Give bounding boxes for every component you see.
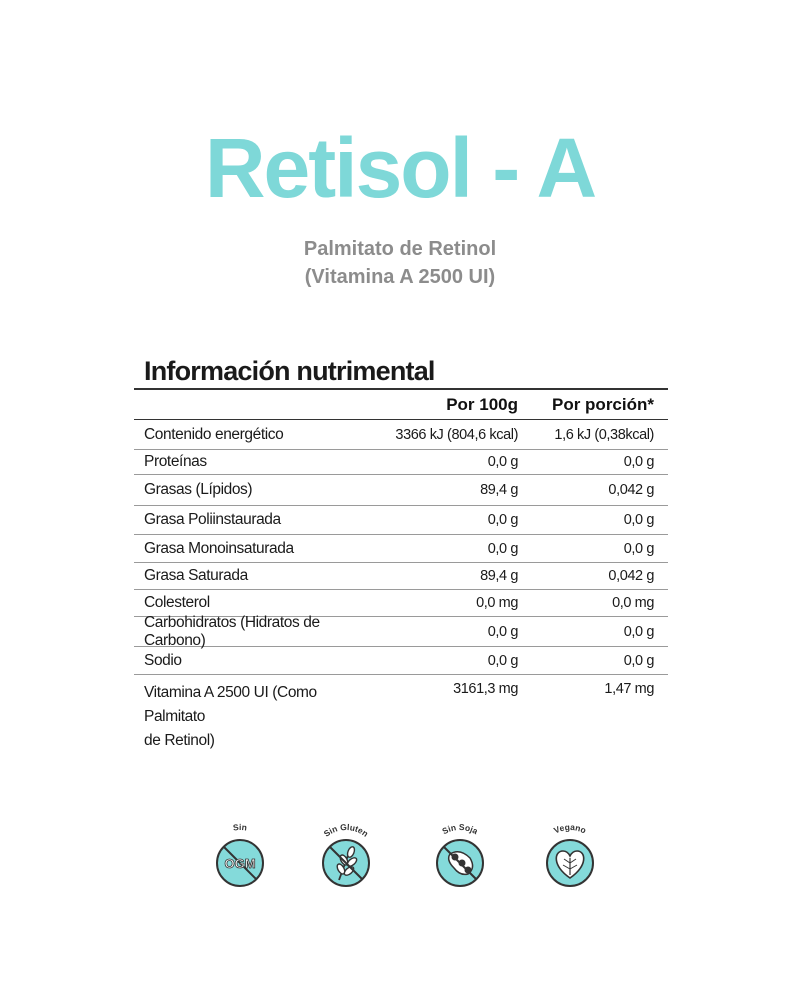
value-per-portion: 0,0 g — [623, 623, 654, 640]
value-per-portion: 1,6 kJ (0,38kcal) — [554, 426, 654, 443]
badge-vegan — [530, 818, 610, 898]
nutrient-name: Grasas (Lípidos) — [144, 481, 253, 498]
product-subtitle — [0, 235, 800, 291]
vegan-leaf-heart-icon — [530, 818, 610, 898]
table-row — [134, 675, 668, 749]
nutrient-name: Sodio — [144, 651, 182, 669]
table-row — [134, 613, 668, 649]
table-row — [134, 475, 668, 506]
table-row — [134, 450, 668, 475]
column-header-per-portion: Por porción* — [551, 394, 654, 414]
product-title: Retisol - A — [204, 121, 596, 215]
svg-text:Sin Gluten — [322, 822, 371, 839]
nutrition-table — [134, 355, 668, 749]
badge-label: Vegano — [552, 821, 588, 836]
value-per-portion: 0,0 g — [623, 540, 654, 557]
no-gmo-icon — [200, 818, 280, 898]
nutrition-table-header-row — [134, 388, 668, 420]
nutrient-name: Colesterol — [144, 594, 210, 611]
no-gluten-wheat-icon — [306, 818, 386, 898]
value-per-portion: 0,042 g — [608, 482, 654, 498]
value-per-100g: 0,0 g — [487, 540, 518, 557]
nutrient-name — [134, 681, 368, 753]
badge-no-gmo — [200, 818, 280, 898]
value-per-100g: 0,0 g — [487, 512, 518, 528]
value-per-100g: 0,0 g — [487, 652, 518, 669]
badge-no-soy — [420, 818, 500, 898]
subtitle-line-2: (Vitamina A 2500 UI) — [304, 266, 496, 288]
subtitle-line-1: Palmitato de Retinol — [303, 238, 497, 260]
svg-text:Sin Soja — [440, 822, 480, 836]
value-per-100g: 0,0 g — [487, 623, 518, 640]
no-soy-icon — [420, 818, 500, 898]
table-row — [134, 647, 668, 675]
svg-text:Vegano — [552, 822, 588, 836]
table-row — [134, 506, 668, 535]
nutrient-name: Grasa Monoinsaturada — [144, 539, 294, 557]
value-per-portion: 0,0 g — [623, 512, 654, 528]
nutrient-name: Grasa Poliinstaurada — [144, 511, 281, 528]
value-per-portion: 0,0 g — [623, 652, 654, 669]
value-per-100g: 3366 kJ (804,6 kcal) — [395, 426, 518, 443]
certification-badges — [0, 818, 800, 898]
nutrient-name-line-2: de Retinol) — [144, 732, 215, 749]
column-header-per-100g: Por 100g — [446, 394, 518, 414]
nutrient-name: Carbohidratos (Hidratos de Carbono) — [144, 613, 320, 649]
table-row — [134, 563, 668, 590]
value-per-portion: 0,0 mg — [612, 595, 654, 611]
badge-label: Sin Soja — [440, 821, 480, 837]
badge-label: Sin — [232, 821, 248, 833]
value-per-100g: 89,4 g — [480, 568, 518, 584]
badge-label: Sin Gluten — [321, 821, 371, 839]
nutrient-name: Grasa Saturada — [144, 567, 248, 584]
nutrient-name: Proteínas — [144, 453, 207, 470]
value-per-100g: 0,0 g — [487, 454, 518, 470]
badge-no-gluten — [306, 818, 386, 898]
table-row — [134, 535, 668, 563]
svg-text:Sin — [232, 822, 247, 833]
value-per-100g: 3161,3 mg — [453, 681, 518, 697]
nutrient-name: Contenido energético — [144, 425, 284, 443]
nutrition-table-heading: Información nutrimental — [144, 356, 435, 386]
ogm-text: OGM — [224, 856, 256, 871]
value-per-portion: 0,042 g — [608, 568, 654, 584]
value-per-100g: 89,4 g — [480, 482, 518, 498]
value-per-portion: 0,0 g — [623, 454, 654, 470]
value-per-100g: 0,0 mg — [476, 595, 518, 611]
nutrient-name-line-1: Vitamina A 2500 UI (Como Palmitato — [144, 684, 317, 725]
table-row — [134, 420, 668, 450]
value-per-portion: 1,47 mg — [604, 681, 654, 697]
